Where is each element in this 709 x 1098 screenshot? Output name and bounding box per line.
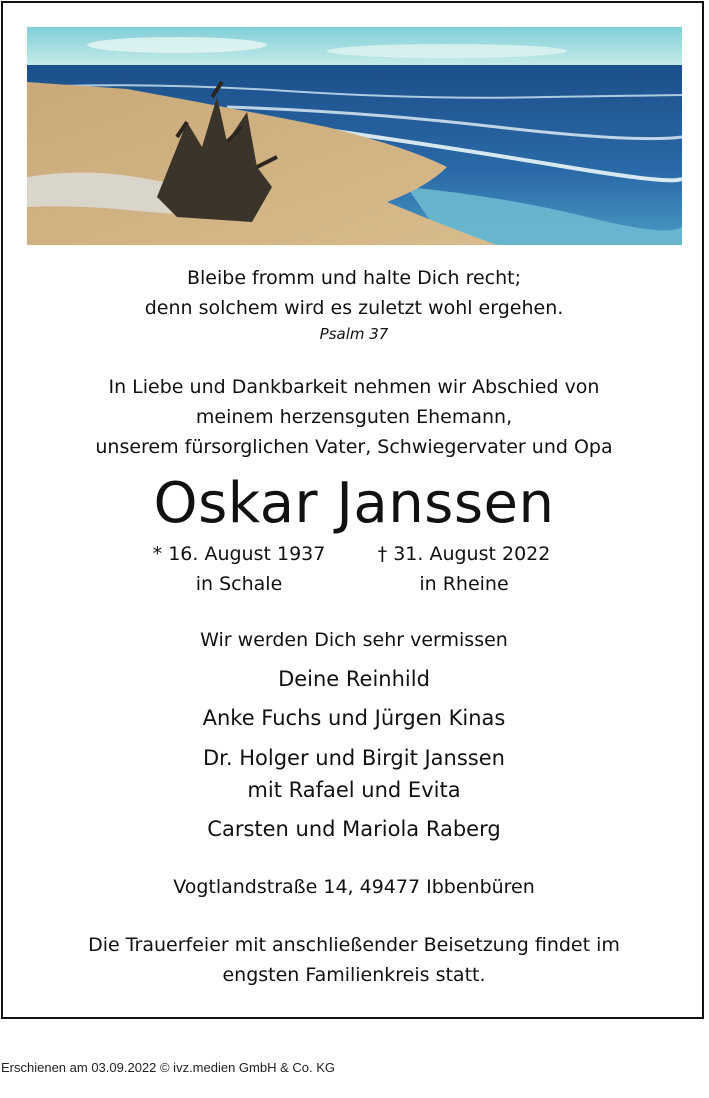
birth-info	[139, 539, 339, 599]
address: Vogtlandstraße 14, 49477 Ibbenbüren	[173, 876, 535, 898]
intro-block	[4, 372, 704, 462]
mourner-line: mit Rafael und Evita	[247, 778, 461, 802]
mourner-line: Dr. Holger und Birgit Janssen	[203, 746, 505, 770]
mourner-line: Carsten und Mariola Raberg	[207, 817, 501, 841]
intro-line: unserem fürsorglichen Vater, Schwiegervater und Opa	[95, 436, 613, 458]
mourner-line: Anke Fuchs und Jürgen Kinas	[202, 706, 506, 730]
mourner-line: Deine Reinhild	[278, 667, 430, 691]
birth-date: * 16. August 1937	[152, 543, 326, 565]
verse-source: Psalm 37	[319, 325, 389, 343]
death-date: † 31. August 2022	[377, 543, 551, 565]
birth-place: in Schale	[195, 573, 283, 595]
intro-line: meinem herzensguten Ehemann,	[195, 406, 513, 428]
publication-footer: Erschienen am 03.09.2022 © ivz.medien GmbH & Co. KG	[1, 1060, 336, 1075]
verse-line: denn solchem wird es zuletzt wohl ergehen.	[144, 297, 564, 319]
funeral-notice	[4, 930, 704, 990]
deceased-name: Oskar Janssen	[153, 471, 555, 536]
beach-driftwood-photo	[27, 27, 682, 245]
miss-line: Wir werden Dich sehr vermissen	[200, 629, 508, 651]
verse-block	[4, 263, 704, 345]
funeral-line: Die Trauerfeier mit anschließender Beisetzung findet im	[88, 934, 620, 956]
verse-line: Bleibe fromm und halte Dich recht;	[186, 267, 522, 289]
death-place: in Rheine	[419, 573, 509, 595]
funeral-line: engsten Familienkreis statt.	[222, 964, 486, 986]
death-info	[369, 539, 559, 599]
intro-line: In Liebe und Dankbarkeit nehmen wir Abschied von	[108, 376, 600, 398]
